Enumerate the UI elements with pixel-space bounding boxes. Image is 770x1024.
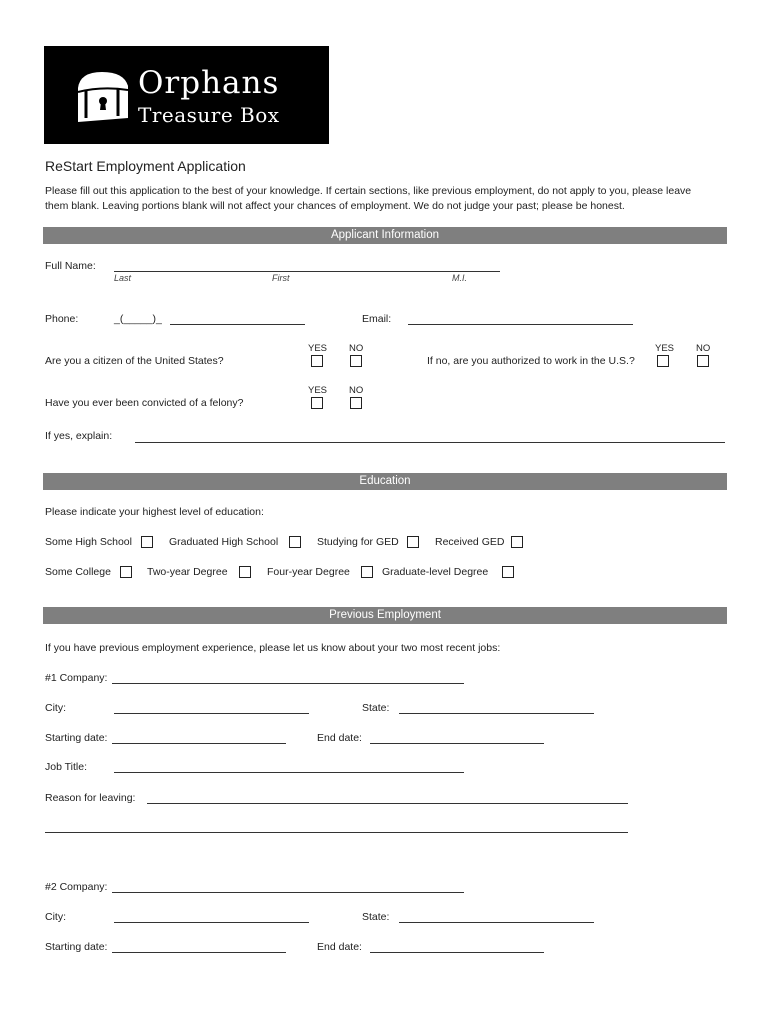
authorized-no-checkbox[interactable] xyxy=(697,355,709,367)
citizen-question: Are you a citizen of the United States? xyxy=(45,355,224,367)
checkbox-graduate-degree[interactable] xyxy=(502,566,514,578)
authorized-no-label: NO xyxy=(696,343,711,354)
form-intro: Please fill out this application to the best of your knowledge. If certain sections, like previous employment, do not apply to you, please leave them blank. Leaving portions blank will not affect your chances of employment. We do not judge your past; please be honest. xyxy=(45,185,692,212)
option-graduated-high-school: Graduated High School xyxy=(169,536,279,548)
city1-field[interactable] xyxy=(114,713,309,714)
company2-field[interactable] xyxy=(112,892,464,893)
employment-prompt: If you have previous employment experience, please let us know about your two most recent jobs: xyxy=(45,642,501,654)
state2-field[interactable] xyxy=(399,922,594,923)
state2-label: State: xyxy=(362,911,390,923)
option-received-ged: Received GED xyxy=(435,536,505,548)
checkbox-some-college[interactable] xyxy=(120,566,132,578)
option-graduate-degree: Graduate-level Degree xyxy=(382,566,489,578)
treasure-chest-icon xyxy=(72,68,134,126)
state1-field[interactable] xyxy=(399,713,594,714)
checkbox-received-ged[interactable] xyxy=(511,536,523,548)
reason1-field-line2[interactable] xyxy=(45,832,628,833)
company1-field[interactable] xyxy=(112,683,464,684)
end1-field[interactable] xyxy=(370,743,544,744)
company-logo xyxy=(44,46,329,144)
first-name-sublabel: First xyxy=(272,273,290,283)
authorized-yes-label: YES xyxy=(655,343,675,354)
start2-label: Starting date: xyxy=(45,941,108,953)
felony-yes-label: YES xyxy=(308,385,328,396)
end2-field[interactable] xyxy=(370,952,544,953)
jobtitle1-label: Job Title: xyxy=(45,761,88,773)
reason1-label: Reason for leaving: xyxy=(45,792,136,804)
checkbox-graduated-high-school[interactable] xyxy=(289,536,301,548)
form-title: ReStart Employment Application xyxy=(45,158,246,174)
state1-label: State: xyxy=(362,702,390,714)
start1-field[interactable] xyxy=(112,743,286,744)
phone-label: Phone: xyxy=(45,313,79,325)
citizen-no-checkbox[interactable] xyxy=(350,355,362,367)
felony-yes-checkbox[interactable] xyxy=(311,397,323,409)
citizen-yes-checkbox[interactable] xyxy=(311,355,323,367)
reason1-field[interactable] xyxy=(147,803,628,804)
city2-field[interactable] xyxy=(114,922,309,923)
checkbox-four-year-degree[interactable] xyxy=(361,566,373,578)
email-label: Email: xyxy=(362,313,392,325)
phone-field[interactable] xyxy=(170,324,305,325)
middle-initial-sublabel: M.I. xyxy=(452,273,467,283)
logo-line-2: Treasure Box xyxy=(138,103,280,127)
education-prompt: Please indicate your highest level of education: xyxy=(45,506,264,518)
explain-field[interactable] xyxy=(135,442,725,443)
option-some-college: Some College xyxy=(45,566,111,578)
felony-no-label: NO xyxy=(349,385,364,396)
phone-area-code: _(_____)_ xyxy=(114,313,162,325)
citizen-no-label: NO xyxy=(349,343,364,354)
logo-line-1: Orphans xyxy=(138,65,280,101)
option-four-year-degree: Four-year Degree xyxy=(267,566,350,578)
full-name-field[interactable] xyxy=(114,271,500,272)
end2-label: End date: xyxy=(317,941,362,953)
checkbox-two-year-degree[interactable] xyxy=(239,566,251,578)
full-name-label: Full Name: xyxy=(45,260,96,272)
option-studying-ged: Studying for GED xyxy=(317,536,399,548)
start1-label: Starting date: xyxy=(45,732,108,744)
section-header-education: Education xyxy=(43,473,727,490)
felony-no-checkbox[interactable] xyxy=(350,397,362,409)
felony-question: Have you ever been convicted of a felony? xyxy=(45,397,244,409)
email-field[interactable] xyxy=(408,324,633,325)
city1-label: City: xyxy=(45,702,66,714)
last-name-sublabel: Last xyxy=(114,273,132,283)
company2-label: #2 Company: xyxy=(45,881,108,893)
company1-label: #1 Company: xyxy=(45,672,108,684)
end1-label: End date: xyxy=(317,732,362,744)
checkbox-some-high-school[interactable] xyxy=(141,536,153,548)
citizen-yes-label: YES xyxy=(308,343,328,354)
authorized-yes-checkbox[interactable] xyxy=(657,355,669,367)
jobtitle1-field[interactable] xyxy=(114,772,464,773)
section-header-employment: Previous Employment xyxy=(43,607,727,624)
option-two-year-degree: Two-year Degree xyxy=(147,566,228,578)
explain-label: If yes, explain: xyxy=(45,430,113,442)
checkbox-studying-ged[interactable] xyxy=(407,536,419,548)
section-header-applicant: Applicant Information xyxy=(43,227,727,244)
start2-field[interactable] xyxy=(112,952,286,953)
city2-label: City: xyxy=(45,911,66,923)
authorized-question: If no, are you authorized to work in the U.S.? xyxy=(427,355,635,367)
option-some-high-school: Some High School xyxy=(45,536,132,548)
